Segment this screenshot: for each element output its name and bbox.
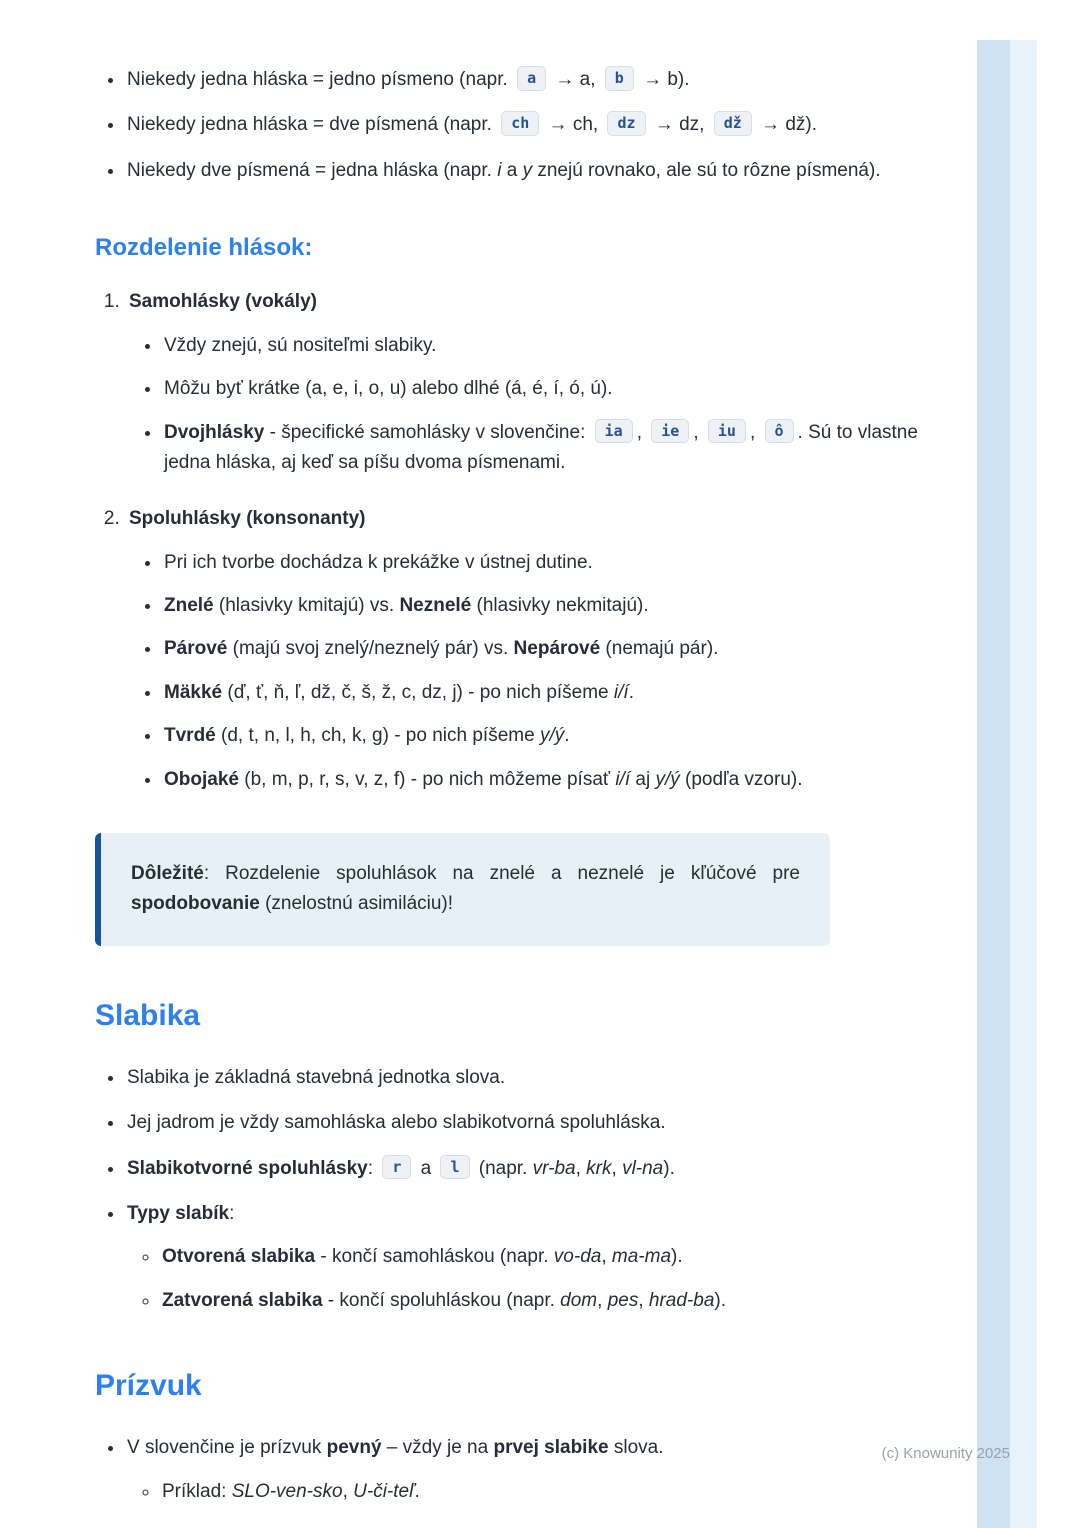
text-segment: Môžu byť krátke (a, e, i, o, u) alebo dlhé (á, é, í, ó, ú). bbox=[164, 378, 613, 400]
text-segment: → dž). bbox=[755, 114, 817, 136]
section-heading-slabika: Slabika bbox=[95, 998, 201, 1032]
text-segment: vr-ba bbox=[532, 1157, 576, 1179]
text-segment: . bbox=[414, 1480, 420, 1502]
list-item bbox=[162, 765, 930, 795]
text-segment: : Rozdelenie spoluhlások na znelé a neznelé je kľúčové pre bbox=[203, 863, 800, 885]
text-segment: → dz, bbox=[649, 114, 710, 136]
samohlasky-sublist bbox=[129, 331, 930, 479]
list-item bbox=[160, 1286, 930, 1316]
intro-list bbox=[95, 65, 930, 186]
list-item bbox=[125, 156, 930, 186]
text-segment: , bbox=[611, 1157, 623, 1179]
text-segment: (napr. bbox=[473, 1157, 533, 1179]
list-item-typy-slabik bbox=[125, 1199, 930, 1316]
code-chip: ie bbox=[651, 419, 689, 444]
text-segment: znejú rovnako, ale sú to rôzne písmená). bbox=[532, 159, 881, 181]
text-segment: (hlasivky kmitajú) vs. bbox=[213, 595, 400, 617]
list-item-text bbox=[127, 1203, 234, 1224]
text-segment: vl-na bbox=[622, 1157, 664, 1179]
text-segment: . Sú to vlastne jedna hláska, aj keď sa píšu dvoma písmenami. bbox=[164, 421, 918, 473]
hlasky-numbered-list bbox=[95, 287, 930, 795]
numbered-item-spoluhlasky bbox=[125, 504, 930, 795]
text-segment: y/ý bbox=[539, 725, 565, 747]
list-item-text bbox=[127, 1437, 664, 1458]
text-segment: Slabika je základná stavebná jednotka slova. bbox=[127, 1066, 506, 1088]
text-segment: – vždy je na bbox=[381, 1437, 494, 1459]
copyright-footer: (c) Knowunity 2025 bbox=[881, 1445, 1010, 1462]
text-segment: Dôležité bbox=[131, 863, 204, 885]
code-chip: dž bbox=[714, 111, 752, 136]
code-chip: iu bbox=[708, 419, 746, 444]
code-chip: r bbox=[382, 1155, 411, 1180]
text-segment: Vždy znejú, sú nositeľmi slabiky. bbox=[164, 334, 437, 356]
text-segment: Niekedy dve písmená = jedna hláska (napr. bbox=[127, 159, 498, 181]
text-segment: ). bbox=[671, 1246, 683, 1268]
text-segment: (majú svoj znelý/neznelý pár) vs. bbox=[227, 638, 514, 660]
section-heading-rozdelenie-hlasok: Rozdelenie hlások: bbox=[95, 234, 313, 262]
text-segment: , bbox=[601, 1246, 612, 1268]
text-segment: ma-ma bbox=[611, 1246, 672, 1268]
numbered-item-title bbox=[129, 504, 930, 534]
important-callout bbox=[95, 833, 830, 946]
code-chip: b bbox=[605, 66, 634, 91]
text-segment: spodobovanie bbox=[131, 893, 260, 915]
list-item bbox=[125, 1108, 930, 1138]
text-segment: Samohlásky (vokály) bbox=[129, 291, 317, 313]
text-segment: aj bbox=[630, 768, 656, 790]
list-item bbox=[160, 1242, 930, 1272]
spoluhlasky-sublist bbox=[129, 548, 930, 795]
text-segment: prvej slabike bbox=[493, 1437, 609, 1459]
text-segment: , bbox=[638, 1289, 649, 1311]
slabika-list bbox=[95, 1063, 930, 1316]
list-item bbox=[162, 678, 930, 708]
text-segment: → a, bbox=[550, 69, 601, 90]
list-item bbox=[125, 65, 930, 95]
text-segment: Slabikotvorné spoluhlásky bbox=[127, 1157, 368, 1179]
text-segment: : bbox=[367, 1157, 379, 1179]
list-item bbox=[162, 374, 930, 404]
text-segment: i/í bbox=[613, 681, 629, 703]
text-segment: Dvojhlásky bbox=[164, 421, 265, 443]
text-segment: - špecifické samohlásky v slovenčine: bbox=[264, 421, 591, 443]
text-segment: vo-da bbox=[553, 1246, 602, 1268]
list-item bbox=[162, 418, 930, 479]
list-item bbox=[162, 331, 930, 361]
text-segment: Niekedy jedna hláska = jedno písmeno (napr. bbox=[127, 69, 514, 90]
text-segment: ). bbox=[714, 1289, 727, 1311]
text-segment: dom bbox=[560, 1289, 598, 1311]
list-item bbox=[162, 591, 930, 621]
text-segment: Tvrdé bbox=[164, 725, 216, 747]
text-segment: Niekedy jedna hláska = dve písmená (napr. bbox=[127, 114, 498, 136]
text-segment: a bbox=[501, 159, 523, 181]
text-segment: U-či-teľ bbox=[353, 1480, 415, 1502]
numbered-item-samohlasky bbox=[125, 287, 930, 478]
text-segment: y/ý bbox=[655, 768, 680, 790]
text-segment: Neznelé bbox=[399, 595, 472, 617]
list-item bbox=[125, 1154, 930, 1184]
text-segment: : bbox=[229, 1203, 235, 1224]
text-segment: hrad-ba bbox=[648, 1289, 715, 1311]
text-segment: Príklad: bbox=[162, 1480, 232, 1502]
code-chip: ch bbox=[501, 111, 539, 136]
prizvuk-sublist bbox=[127, 1477, 930, 1507]
text-segment: (podľa vzoru). bbox=[679, 768, 803, 790]
callout-text bbox=[131, 859, 800, 920]
text-segment: - končí samohláskou (napr. bbox=[315, 1246, 554, 1268]
text-segment: SLO-ven-sko bbox=[231, 1480, 343, 1502]
text-segment: (ď, ť, ň, ľ, dž, č, š, ž, c, dz, j) - po nich píšeme bbox=[222, 681, 614, 703]
text-segment: (znelostnú asimiláciu)! bbox=[259, 893, 454, 915]
code-chip: l bbox=[440, 1155, 469, 1180]
text-segment: . bbox=[628, 681, 634, 703]
list-item-prizvuk bbox=[125, 1433, 930, 1507]
text-segment: , bbox=[693, 421, 704, 443]
numbered-item-title bbox=[129, 287, 930, 317]
text-segment: (hlasivky nekmitajú). bbox=[471, 595, 649, 617]
text-segment: a bbox=[415, 1157, 437, 1179]
text-segment: (b, m, p, r, s, v, z, f) - po nich môžeme písať bbox=[238, 768, 616, 790]
text-segment: pevný bbox=[326, 1437, 382, 1459]
text-segment: krk bbox=[586, 1157, 612, 1179]
code-chip: ia bbox=[595, 419, 633, 444]
text-segment: , bbox=[342, 1480, 354, 1502]
text-segment: pes bbox=[607, 1289, 639, 1311]
text-segment: i bbox=[497, 159, 502, 181]
list-item bbox=[162, 634, 930, 664]
text-segment: y bbox=[522, 159, 533, 181]
text-segment: Typy slabík bbox=[127, 1203, 230, 1224]
text-segment: → ch, bbox=[543, 114, 604, 136]
text-segment: Mäkké bbox=[164, 681, 223, 703]
code-chip: dz bbox=[607, 111, 645, 136]
section-heading-prizvuk: Prízvuk bbox=[95, 1369, 202, 1403]
prizvuk-list bbox=[95, 1433, 930, 1507]
text-segment: - končí spoluhláskou (napr. bbox=[322, 1289, 561, 1311]
text-segment: , bbox=[636, 421, 648, 443]
text-segment: Otvorená slabika bbox=[162, 1246, 316, 1268]
list-item bbox=[162, 548, 930, 578]
text-segment: ). bbox=[663, 1157, 675, 1179]
text-segment: (d, t, n, l, h, ch, k, g) - po nich píšeme bbox=[215, 725, 540, 747]
text-segment: , bbox=[597, 1289, 608, 1311]
list-item bbox=[162, 721, 930, 751]
list-item bbox=[125, 110, 930, 140]
text-segment: → b). bbox=[637, 69, 690, 90]
code-chip: a bbox=[517, 66, 546, 91]
text-segment: Obojaké bbox=[164, 768, 239, 790]
list-item bbox=[125, 1063, 930, 1093]
text-segment: V slovenčine je prízvuk bbox=[127, 1437, 327, 1459]
text-segment: , bbox=[749, 421, 761, 443]
text-segment: Jej jadrom je vždy samohláska alebo slabikotvorná spoluhláska. bbox=[127, 1112, 666, 1134]
text-segment: Pri ich tvorbe dochádza k prekážke v ústnej dutine. bbox=[164, 551, 593, 573]
text-segment: , bbox=[575, 1157, 587, 1179]
list-item bbox=[160, 1477, 930, 1507]
text-segment: Zatvorená slabika bbox=[162, 1289, 323, 1311]
text-segment: Spoluhlásky (konsonanty) bbox=[129, 508, 366, 530]
text-segment: (nemajú pár). bbox=[600, 638, 719, 660]
text-segment: slova. bbox=[608, 1437, 664, 1459]
code-chip: ô bbox=[765, 419, 794, 444]
text-segment: i/í bbox=[615, 768, 631, 790]
text-segment: Znelé bbox=[164, 595, 214, 617]
typy-slabik-sublist bbox=[127, 1242, 930, 1316]
text-segment: Nepárové bbox=[513, 638, 601, 660]
text-segment: . bbox=[564, 725, 570, 747]
text-segment: Párové bbox=[164, 638, 228, 660]
